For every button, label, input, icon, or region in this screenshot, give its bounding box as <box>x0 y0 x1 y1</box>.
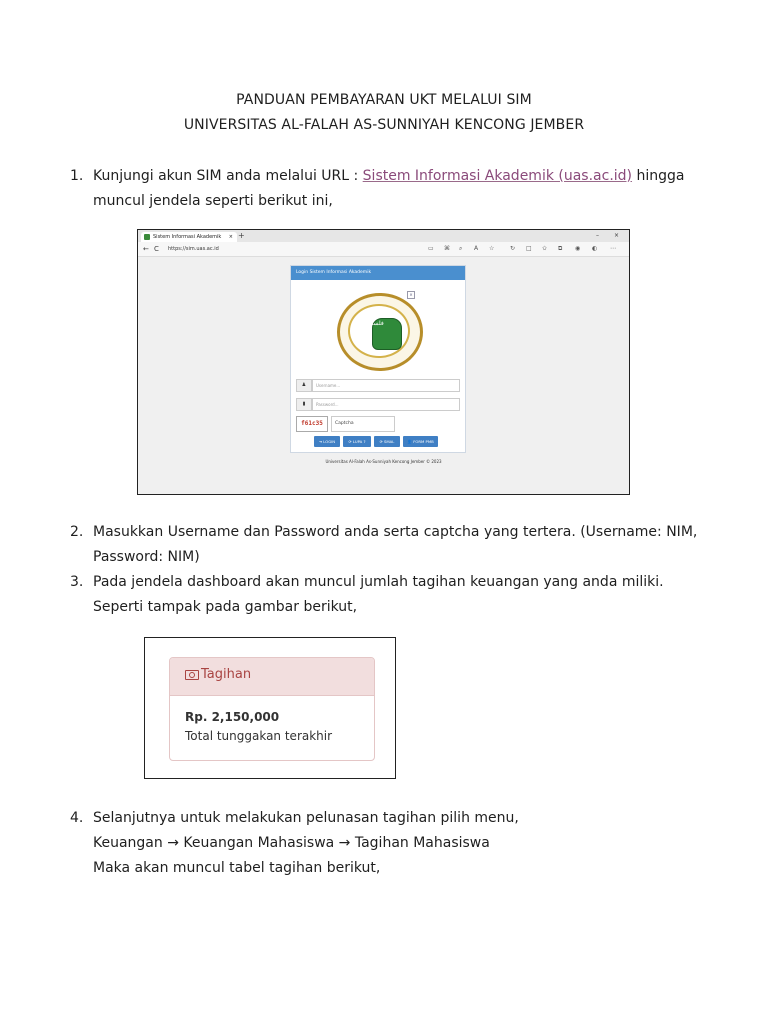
favicon-icon <box>144 234 150 240</box>
smal-button[interactable]: ⟳ SMAL <box>374 436 400 447</box>
step1-pre: Kunjungi akun SIM anda melalui URL : <box>93 168 363 184</box>
refresh-icon[interactable]: ↻ <box>510 245 516 252</box>
list-number: 3. <box>70 574 84 590</box>
toolbar-icon[interactable]: A <box>474 245 479 252</box>
document-title-line2: UNIVERSITAS AL-FALAH AS-SUNNIYAH KENCONG JEMBER <box>183 117 585 133</box>
logo-text: فلسة <box>370 320 384 327</box>
tab-bar <box>138 230 629 242</box>
sim-link[interactable]: Sistem Informasi Akademik (uas.ac.id) <box>362 168 633 184</box>
username-input[interactable]: Username... <box>312 379 460 392</box>
login-panel <box>290 265 466 453</box>
favorite-icon[interactable]: ☆ <box>489 245 495 252</box>
university-logo <box>337 293 423 371</box>
toolbar-icon[interactable]: □ <box>526 245 532 252</box>
collections-icon[interactable]: ⧉ <box>558 245 563 252</box>
list-number: 1. <box>70 168 84 184</box>
step4-after: Maka akan muncul tabel tagihan berikut, <box>93 860 381 876</box>
toolbar-icon[interactable]: ⌘ <box>444 245 450 252</box>
tagihan-header <box>170 658 374 696</box>
username-field <box>296 379 459 390</box>
broken-image-icon: × <box>407 291 415 299</box>
list-text <box>93 806 708 881</box>
browser-tab[interactable] <box>141 232 237 242</box>
reload-icon[interactable]: C <box>154 245 159 253</box>
browser-screenshot <box>137 229 630 495</box>
password-input[interactable]: Password... <box>312 398 460 411</box>
captcha-input[interactable]: Captcha <box>331 416 395 432</box>
extensions-icon[interactable]: ◐ <box>592 245 598 252</box>
list-text <box>93 164 708 214</box>
favorites-icon[interactable]: ✩ <box>542 245 548 252</box>
list-text: Pada jendela dashboard akan muncul jumlah tagihan keuangan yang anda miliki. Seperti tampak pada gambar berikut, <box>93 574 664 615</box>
list-number: 2. <box>70 524 84 540</box>
document-title-line1: PANDUAN PEMBAYARAN UKT MELALUI SIM <box>236 92 532 108</box>
back-icon[interactable]: ← <box>143 245 149 253</box>
search-icon[interactable]: ⌕ <box>459 245 463 252</box>
password-field <box>296 398 459 409</box>
address-bar <box>138 242 629 257</box>
list-number: 4. <box>70 810 84 826</box>
step1-post: hingga muncul jendela seperti berikut ini, <box>93 168 685 209</box>
profile-icon[interactable]: ◉ <box>575 245 581 252</box>
captcha-image: f61c35 <box>296 416 328 432</box>
url-field[interactable]: https://sim.uas.ac.id <box>168 246 219 252</box>
money-icon <box>185 670 199 680</box>
window-close-icon[interactable]: × <box>614 232 620 239</box>
tagihan-screenshot <box>144 637 396 779</box>
tagihan-card <box>169 657 375 761</box>
more-icon[interactable]: ⋯ <box>610 245 616 252</box>
step4-text: Selanjutnya untuk melakukan pelunasan tagihan pilih menu, <box>93 810 519 826</box>
menu-path: Keuangan → Keuangan Mahasiswa → Tagihan Mahasiswa <box>93 835 490 851</box>
tagihan-amount: Rp. 2,150,000 <box>185 710 280 724</box>
tab-close-icon[interactable]: × <box>228 234 233 240</box>
tagihan-title: Tagihan <box>201 667 252 682</box>
login-footer: Universitas Al-Falah As-Sunniyah Kencong Jember © 2023 <box>325 459 442 464</box>
logo-ring <box>348 304 410 358</box>
new-tab-icon[interactable]: + <box>238 231 245 240</box>
login-button[interactable]: ⇥ LOGIN <box>314 436 340 447</box>
form-pmb-button[interactable]: 👤 FORM PMB <box>403 436 438 447</box>
tab-title: Sistem Informasi Akademik <box>153 234 222 240</box>
login-header: Login Sistem Informasi Akademik <box>291 266 465 280</box>
lock-icon: ▮ <box>296 398 312 411</box>
minimize-icon[interactable]: – <box>596 232 599 239</box>
forgot-button[interactable]: ⟳ LUPA ? <box>343 436 371 447</box>
toolbar-icon[interactable]: ▭ <box>428 245 434 252</box>
user-icon: ♟ <box>296 379 312 392</box>
tagihan-subtitle: Total tunggakan terakhir <box>185 729 333 743</box>
list-text: Masukkan Username dan Password anda serta captcha yang tertera. (Username: NIM, Password: NIM) <box>93 524 698 565</box>
